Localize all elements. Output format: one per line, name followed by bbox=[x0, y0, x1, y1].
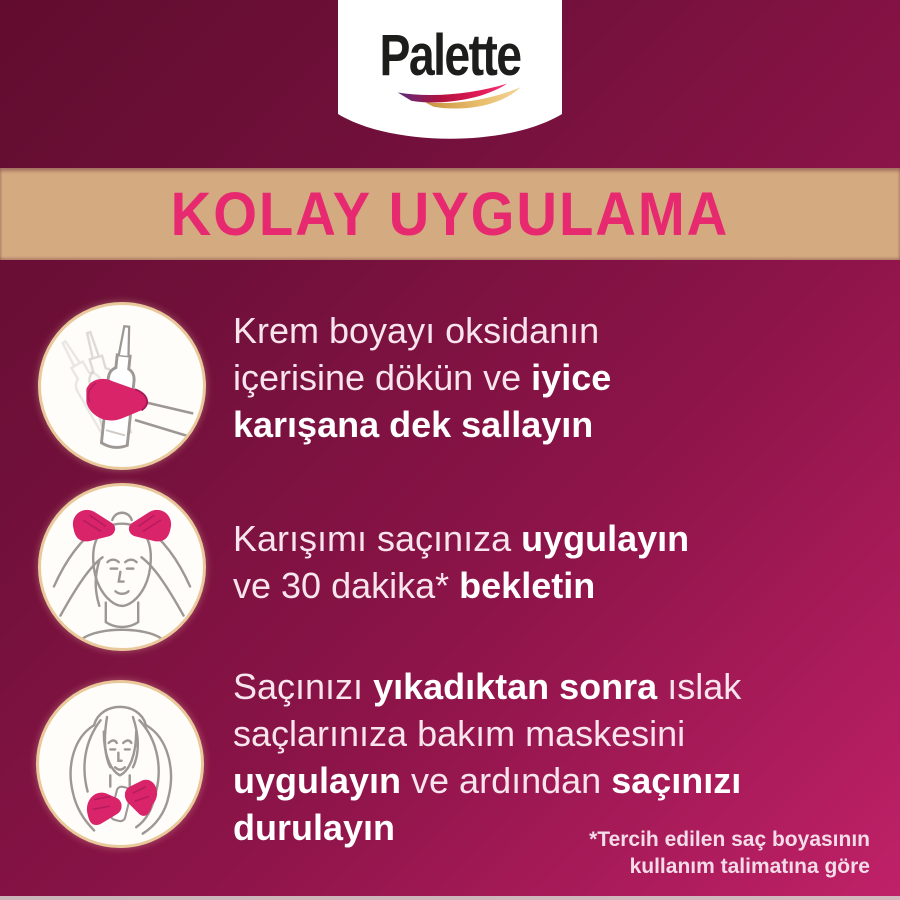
footnote-line1: *Tercih edilen saç boyasının bbox=[589, 828, 870, 851]
text-run-bold: uygulayın bbox=[233, 760, 402, 801]
footnote bbox=[589, 826, 870, 880]
text-run: içerisine dökün ve bbox=[233, 357, 532, 398]
text-line bbox=[233, 515, 689, 562]
text-run: Saçınızı bbox=[233, 666, 374, 707]
brand-logo-plate bbox=[338, 0, 562, 148]
brand-wordmark: Palette bbox=[379, 23, 521, 88]
apply-mixture-to-scalp-icon bbox=[41, 486, 203, 648]
step3-icon-circle bbox=[36, 680, 204, 848]
text-run-bold: karışana dek sallayın bbox=[233, 404, 594, 445]
text-run: ve ardından bbox=[401, 760, 612, 801]
step3-text bbox=[233, 663, 741, 851]
text-line bbox=[233, 307, 611, 354]
text-line bbox=[233, 354, 611, 401]
text-run: ıslak bbox=[657, 666, 742, 707]
text-line bbox=[233, 401, 611, 448]
text-run-bold: iyice bbox=[531, 357, 612, 398]
page-title: KOLAY UYGULAMA bbox=[170, 179, 730, 249]
step1-icon-circle bbox=[38, 302, 206, 470]
text-line bbox=[233, 710, 741, 757]
text-run: Karışımı saçınıza bbox=[233, 518, 522, 559]
text-run-bold: saçınızı bbox=[611, 760, 742, 801]
text-line bbox=[233, 757, 741, 804]
text-run: Krem boyayı oksidanın bbox=[233, 310, 600, 351]
step1-text bbox=[233, 307, 611, 448]
text-run: ve 30 dakika* bbox=[233, 565, 460, 606]
text-line bbox=[233, 663, 741, 710]
brand-swoosh-icon bbox=[384, 82, 536, 112]
step2-text bbox=[233, 515, 689, 609]
bottom-edge-strip bbox=[0, 896, 900, 900]
text-run-bold: bekletin bbox=[459, 565, 596, 606]
text-line bbox=[233, 562, 689, 609]
step2-icon-circle bbox=[38, 483, 206, 651]
text-run-bold: durulayın bbox=[233, 807, 396, 848]
text-run-bold: yıkadıktan sonra bbox=[373, 666, 658, 707]
title-banner bbox=[0, 168, 900, 260]
text-run: saçlarınıza bakım maskesini bbox=[233, 713, 686, 754]
hair-mask-rinse-icon bbox=[39, 683, 201, 845]
shake-bottle-icon bbox=[41, 305, 203, 467]
text-run-bold: uygulayın bbox=[521, 518, 690, 559]
footnote-line2: kullanım talimatına göre bbox=[629, 855, 870, 878]
